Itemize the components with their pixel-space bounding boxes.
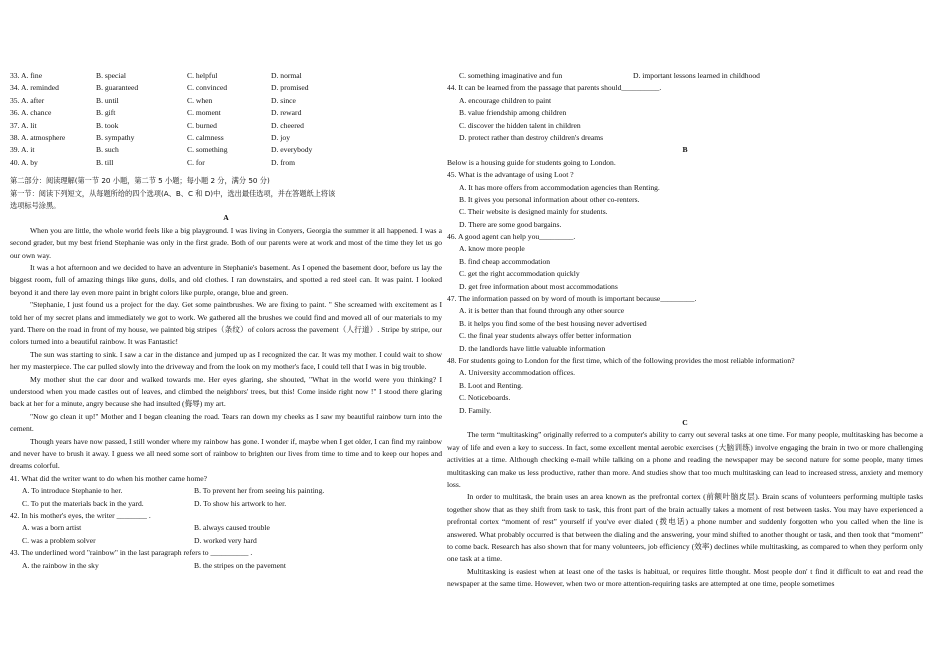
question-stem: 46. A good agent can help you_________. <box>447 232 576 242</box>
question-option: D. worked very hard <box>194 535 257 545</box>
passage-c-text <box>447 429 923 590</box>
cloze-option: 35. A. after <box>10 95 45 105</box>
cloze-option: C. for <box>187 157 205 167</box>
cloze-option: 34. A. reminded <box>10 83 59 93</box>
question-option: D. protect rather than destroy children's dreams <box>459 132 604 142</box>
passage-a-label: A <box>223 213 229 223</box>
question-option-row <box>10 498 442 510</box>
cloze-option: B. till <box>96 157 114 167</box>
cloze-option-row <box>10 95 442 107</box>
cloze-option: C. helpful <box>187 71 218 80</box>
section2-instruction-1: 第一节：阅读下列短文，从每题所给的四个选项(A、B、C 和 D)中，选出最佳选项，并在答题纸上将该 <box>10 188 336 198</box>
question-option: B. Loot and Renting. <box>459 380 523 390</box>
question-option: D. To show his artwork to her. <box>194 498 287 508</box>
cloze-option-row <box>10 82 442 94</box>
passage-a-questions <box>10 473 442 572</box>
question-stem: 43. The underlined word "rainbow" in the last paragraph refers to __________ . <box>10 548 253 558</box>
cloze-option: B. guaranteed <box>96 83 139 93</box>
cloze-option: 38. A. atmosphere <box>10 132 66 142</box>
cloze-option-row <box>10 144 442 156</box>
cloze-options-list <box>10 70 442 169</box>
question-option: C. Their website is designed mainly for students. <box>459 207 608 217</box>
cloze-option: B. gift <box>96 108 116 118</box>
cloze-option-row <box>10 120 442 132</box>
cloze-option: B. such <box>96 145 119 155</box>
passage-paragraph: In order to multitask, the brain uses an area known as the prefrontal cortex (前额叶脑皮层). Brain scans of volunteers performing multiple tasks together show that as they shift from task to task, this front part of the brain actually takes a moment of rest between tasks. You may have experienced a prefrontal cortex “moment of rest” yourself if you've ever dialed (拨电话) a phone number and suddenly forgotten who you called when the line is answered. What probably occurred is that between the dialing and the answering, your mind shifted to another thought or task, and then took that “moment” to come back. Research has also shown that for many volunteers, job efficiency (效率) declines while multitasking, as compared to when they perform only one task at a time. <box>447 492 923 564</box>
cloze-option: C. when <box>187 95 213 105</box>
passage-a-text <box>10 225 442 473</box>
question-option: D. get free information about most accommodations <box>459 281 618 291</box>
cloze-option: 39. A. it <box>10 145 35 155</box>
passage-b-label: B <box>682 145 688 155</box>
question-option-row <box>10 522 442 534</box>
cloze-option: C. moment <box>187 108 221 118</box>
cloze-option: D. joy <box>271 132 290 142</box>
passage-b-intro: Below is a housing guide for students going to London. <box>447 157 616 167</box>
question-stem: 45. What is the advantage of using Loot ? <box>447 170 574 180</box>
left-column <box>10 70 442 572</box>
passage-paragraph: My mother shut the car door and walked towards me. Her eyes glaring, she shouted, "What in the world were you thinking? I understood when you made castles out of leaves, and climbed the neighbors' trees, but this! Come inside right now !" I stood there glaring back at her for a minute, angry because she had insulted (侮辱) my art. <box>10 374 442 409</box>
passage-b-questions <box>447 169 923 417</box>
question-43-options-cd <box>447 70 923 82</box>
cloze-option-row <box>10 107 442 119</box>
question-option: A. encourage children to paint <box>459 95 552 105</box>
question-option: B. value friendship among children <box>459 108 567 118</box>
cloze-option: D. from <box>271 157 296 167</box>
passage-c-label: C <box>682 417 688 427</box>
section2-instruction-2: 选项标号涂黑。 <box>10 200 61 210</box>
question-option: A. University accommodation offices. <box>459 368 576 378</box>
cloze-option: C. something <box>187 145 228 155</box>
cloze-option: 37. A. lit <box>10 120 37 130</box>
question-option: B. To prevent her from seeing his painting. <box>194 486 325 496</box>
question-stem: 41. What did the writer want to do when his mother came home? <box>10 473 208 483</box>
cloze-option: B. took <box>96 120 119 130</box>
cloze-option: D. everybody <box>271 145 313 155</box>
question-option: A. it is better than that found through any other source <box>459 306 625 316</box>
question-option: B. It gives you personal information about other co-renters. <box>459 194 640 204</box>
question-option: A. the rainbow in the sky <box>22 560 99 570</box>
passage-paragraph: When you are little, the whole world feels like a big playground. I was living in Conyers, Georgia the summer it all happened. I was a second grader, but my best friend Stephanie was only in the first grade. Both of our parents were at work and most of the time they let us go our own way. <box>10 225 442 260</box>
passage-paragraph: The sun was starting to sink. I saw a car in the distance and jumped up as I recognized the car. It was my mother. I could wait to show her my masterpiece. The car pulled slowly into the driveway and from the look on my mother's face, I could tell that I was in big trouble. <box>10 349 442 372</box>
passage-paragraph: It was a hot afternoon and we decided to have an adventure in Stephanie's basement. As I opened the basement door, before us lay the biggest room, full of amazing things like guns, dolls, and old clothes. I ran downstairs, and spotted a red steel can. It was paint. I looked beyond it and there lay even more paint in bright colors like purple, orange, blue and green. <box>10 262 442 297</box>
question-option: D. Family. <box>459 405 492 415</box>
cloze-option-row <box>10 70 442 82</box>
question-option: A. was a born artist <box>22 523 82 533</box>
question-option: C. Noticeboards. <box>459 393 511 403</box>
passage-paragraph: Multitasking is easiest when at least one of the tasks is habitual, or requires little thought. Most people don' t find it difficult to eat and read the newspaper at the same time. However, when two or more attention-requiring tasks are attempted at one time, people sometimes <box>447 566 923 589</box>
cloze-option: C. burned <box>187 120 217 130</box>
question-option: B. always caused trouble <box>194 523 270 533</box>
question-option: A. know more people <box>459 244 525 254</box>
passage-paragraph: "Stephanie, I just found us a project for the day. Get some paintbrushes. We are fixing to paint. " She screamed with excitement as I told her of my secret plans and immediately we got to work. We gathered all the brushes we could find and moved all of our materials to my yard. There on the road in front of my house, we painted big stripes（条纹）of colors across the pavement（人行道）. Stripe by stripe, our colors turned into a beautiful rainbow. It was Fantastic! <box>10 300 442 347</box>
cloze-option: D. cheered <box>271 120 304 130</box>
section2-header: 第二部分：阅读理解(第一节 20 小题，第二节 5 小题；每小题 2 分，满分 50 分) <box>10 176 270 186</box>
question-option: D. the landlords have little valuable information <box>459 343 606 353</box>
question-option-row <box>10 535 442 547</box>
passage-paragraph: Though years have now passed, I still wonder where my rainbow has gone. I wonder if, maybe when I get older, I can find my rainbow and never have to brush it away. I guess we all need some sort of rainbow to brighten our lives from time to time and to keep our hopes and dreams colorful. <box>10 436 442 471</box>
cloze-option: C. calmness <box>187 132 224 142</box>
question-option: C. To put the materials back in the yard. <box>22 498 144 508</box>
question-44-options <box>447 95 923 145</box>
question-option: A. To introduce Stephanie to her. <box>22 486 123 496</box>
cloze-option: D. since <box>271 95 296 105</box>
option-43-d: D. important lessons learned in childhood <box>633 71 760 80</box>
cloze-option: D. promised <box>271 83 309 93</box>
question-44-stem: 44. It can be learned from the passage that parents should__________. <box>447 83 662 93</box>
question-option: B. find cheap accommodation <box>459 256 551 266</box>
question-option: C. the final year students always offer better information <box>459 331 632 341</box>
option-43-c: C. something imaginative and fun <box>459 71 563 80</box>
cloze-option: 36. A. chance <box>10 108 52 118</box>
question-option: B. the stripes on the pavement <box>194 560 286 570</box>
question-option: D. There are some good bargains. <box>459 219 562 229</box>
cloze-option: D. reward <box>271 108 302 118</box>
cloze-option: B. special <box>96 71 126 80</box>
question-option: B. it helps you find some of the best housing never advertised <box>459 318 647 328</box>
cloze-option-row <box>10 132 442 144</box>
cloze-option: 40. A. by <box>10 157 38 167</box>
cloze-option-row <box>10 157 442 169</box>
question-stem: 48. For students going to London for the first time, which of the following provides the most reliable information? <box>447 355 795 365</box>
cloze-option: 33. A. fine <box>10 71 43 80</box>
cloze-option: D. normal <box>271 71 302 80</box>
question-option: A. It has more offers from accommodation agencies than Renting. <box>459 182 660 192</box>
question-option: C. was a problem solver <box>22 535 96 545</box>
question-stem: 42. In his mother's eyes, the writer ________ . <box>10 510 151 520</box>
right-column <box>447 70 923 591</box>
question-option-row <box>10 560 442 572</box>
question-stem: 47. The information passed on by word of mouth is important because_________. <box>447 294 697 304</box>
passage-paragraph: The term “multitasking” originally referred to a computer's ability to carry out several tasks at one time. For many people, multitasking has become a way of life and even a key to success. In fact, some excellent mental aerobic exercises (大脑训练) involve engaging the brain in two or more challenging activities at a time. Although checking e-mail while talking on a phone and reading the newspaper may be second nature for some people, many times multitasking can make us less productive, rather than more. And studies show that too much multitasking can lead to increased stress, anxiety and memory loss. <box>447 430 923 489</box>
question-option: C. discover the hidden talent in children <box>459 120 581 130</box>
cloze-option: B. sympathy <box>96 132 135 142</box>
passage-paragraph: "Now go clean it up!" Mother and I began cleaning the road. Tears ran down my cheeks as I saw my beautiful rainbow turn into the cement. <box>10 411 442 434</box>
question-option: C. get the right accommodation quickly <box>459 269 580 279</box>
question-option-row <box>10 485 442 497</box>
cloze-option: B. until <box>96 95 119 105</box>
cloze-option: C. convinced <box>187 83 228 93</box>
